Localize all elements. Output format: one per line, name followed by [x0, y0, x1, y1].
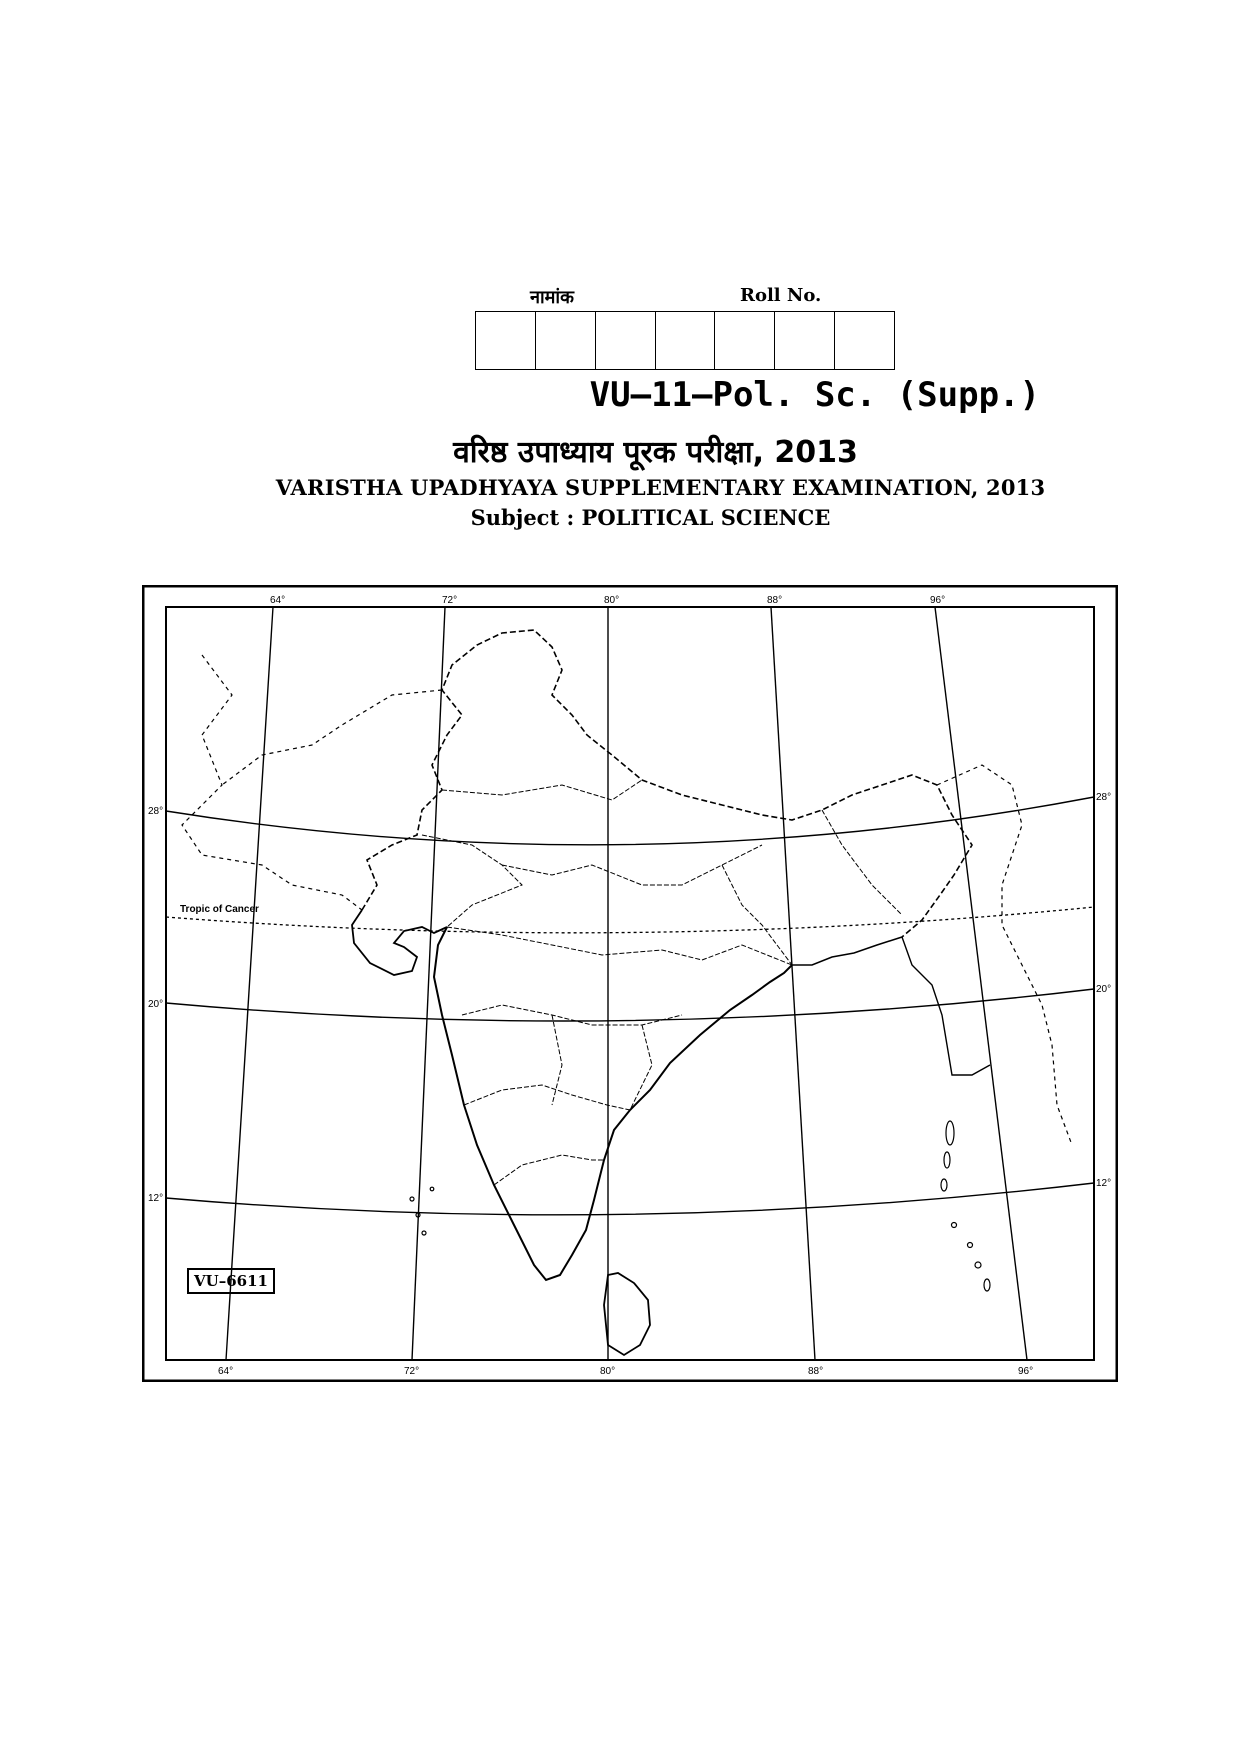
map-outer-frame [143, 586, 1117, 1381]
top-tick: 88° [767, 595, 783, 606]
footer-code-box: VU–6611 [187, 1268, 275, 1294]
top-tick: 72° [442, 595, 458, 606]
western-neighbour-border [182, 655, 362, 910]
meridian-96 [935, 607, 1027, 1360]
meridian-72 [412, 607, 445, 1360]
roll-number-boxes[interactable] [475, 311, 895, 370]
hindi-exam-title: वरिष्ठ उपाध्याय पूरक परीक्षा, 2013 [453, 435, 858, 470]
roll-digit-box[interactable] [536, 312, 596, 369]
roll-digit-box[interactable] [596, 312, 656, 369]
bengal-coast [792, 937, 902, 965]
left-tick: 28° [148, 806, 164, 817]
left-tick: 20° [148, 999, 164, 1010]
right-tick: 12° [1096, 1178, 1112, 1189]
parallel-20 [166, 989, 1094, 1021]
bottom-tick: 80° [600, 1366, 616, 1377]
india-mainland-outline [434, 927, 792, 1280]
roll-digit-box[interactable] [656, 312, 716, 369]
top-degree-ticks [270, 595, 945, 606]
bottom-tick: 96° [1018, 1366, 1034, 1377]
parallels [166, 797, 1094, 1215]
top-tick: 80° [604, 595, 620, 606]
top-tick: 96° [930, 595, 946, 606]
top-tick: 64° [270, 595, 286, 606]
map-inner-frame [166, 607, 1094, 1360]
roll-label-hindi: नामांक [530, 287, 574, 308]
northern-border [362, 630, 972, 937]
bottom-tick: 64° [218, 1366, 234, 1377]
meridian-64 [226, 607, 273, 1360]
left-degree-ticks [148, 806, 163, 1204]
india-outline-map-svg [142, 585, 1118, 1382]
paper-code: VU—11—Pol. Sc. (Supp.) [589, 375, 1040, 415]
right-tick: 28° [1096, 792, 1112, 803]
subject-line: Subject : POLITICAL SCIENCE [470, 505, 831, 530]
myanmar-coast [902, 937, 990, 1075]
left-tick: 12° [148, 1193, 164, 1204]
roll-digit-box[interactable] [835, 312, 894, 369]
tropic-of-cancer-line [166, 907, 1094, 933]
island-groups [410, 1121, 990, 1291]
bottom-degree-ticks [218, 1366, 1033, 1377]
roll-label-english: Roll No. [740, 285, 822, 306]
bottom-tick: 72° [404, 1366, 420, 1377]
bottom-tick: 88° [808, 1366, 824, 1377]
parallel-28 [166, 797, 1094, 845]
tropic-of-cancer-label: Tropic of Cancer [180, 904, 259, 915]
right-degree-ticks [1096, 792, 1111, 1189]
right-tick: 20° [1096, 984, 1112, 995]
sri-lanka-outline [604, 1273, 650, 1355]
north-west-border [222, 690, 442, 785]
outline-map [142, 585, 1118, 1382]
meridian-88 [771, 607, 815, 1360]
parallel-12 [166, 1183, 1094, 1215]
state-boundaries [422, 780, 902, 1185]
exam-title: VARISTHA UPADHYAYA SUPPLEMENTARY EXAMINATION, 2013 [275, 475, 1046, 500]
meridians [226, 607, 1027, 1360]
roll-digit-box[interactable] [715, 312, 775, 369]
roll-digit-box[interactable] [476, 312, 536, 369]
gujarat-coast [352, 910, 447, 975]
roll-digit-box[interactable] [775, 312, 835, 369]
